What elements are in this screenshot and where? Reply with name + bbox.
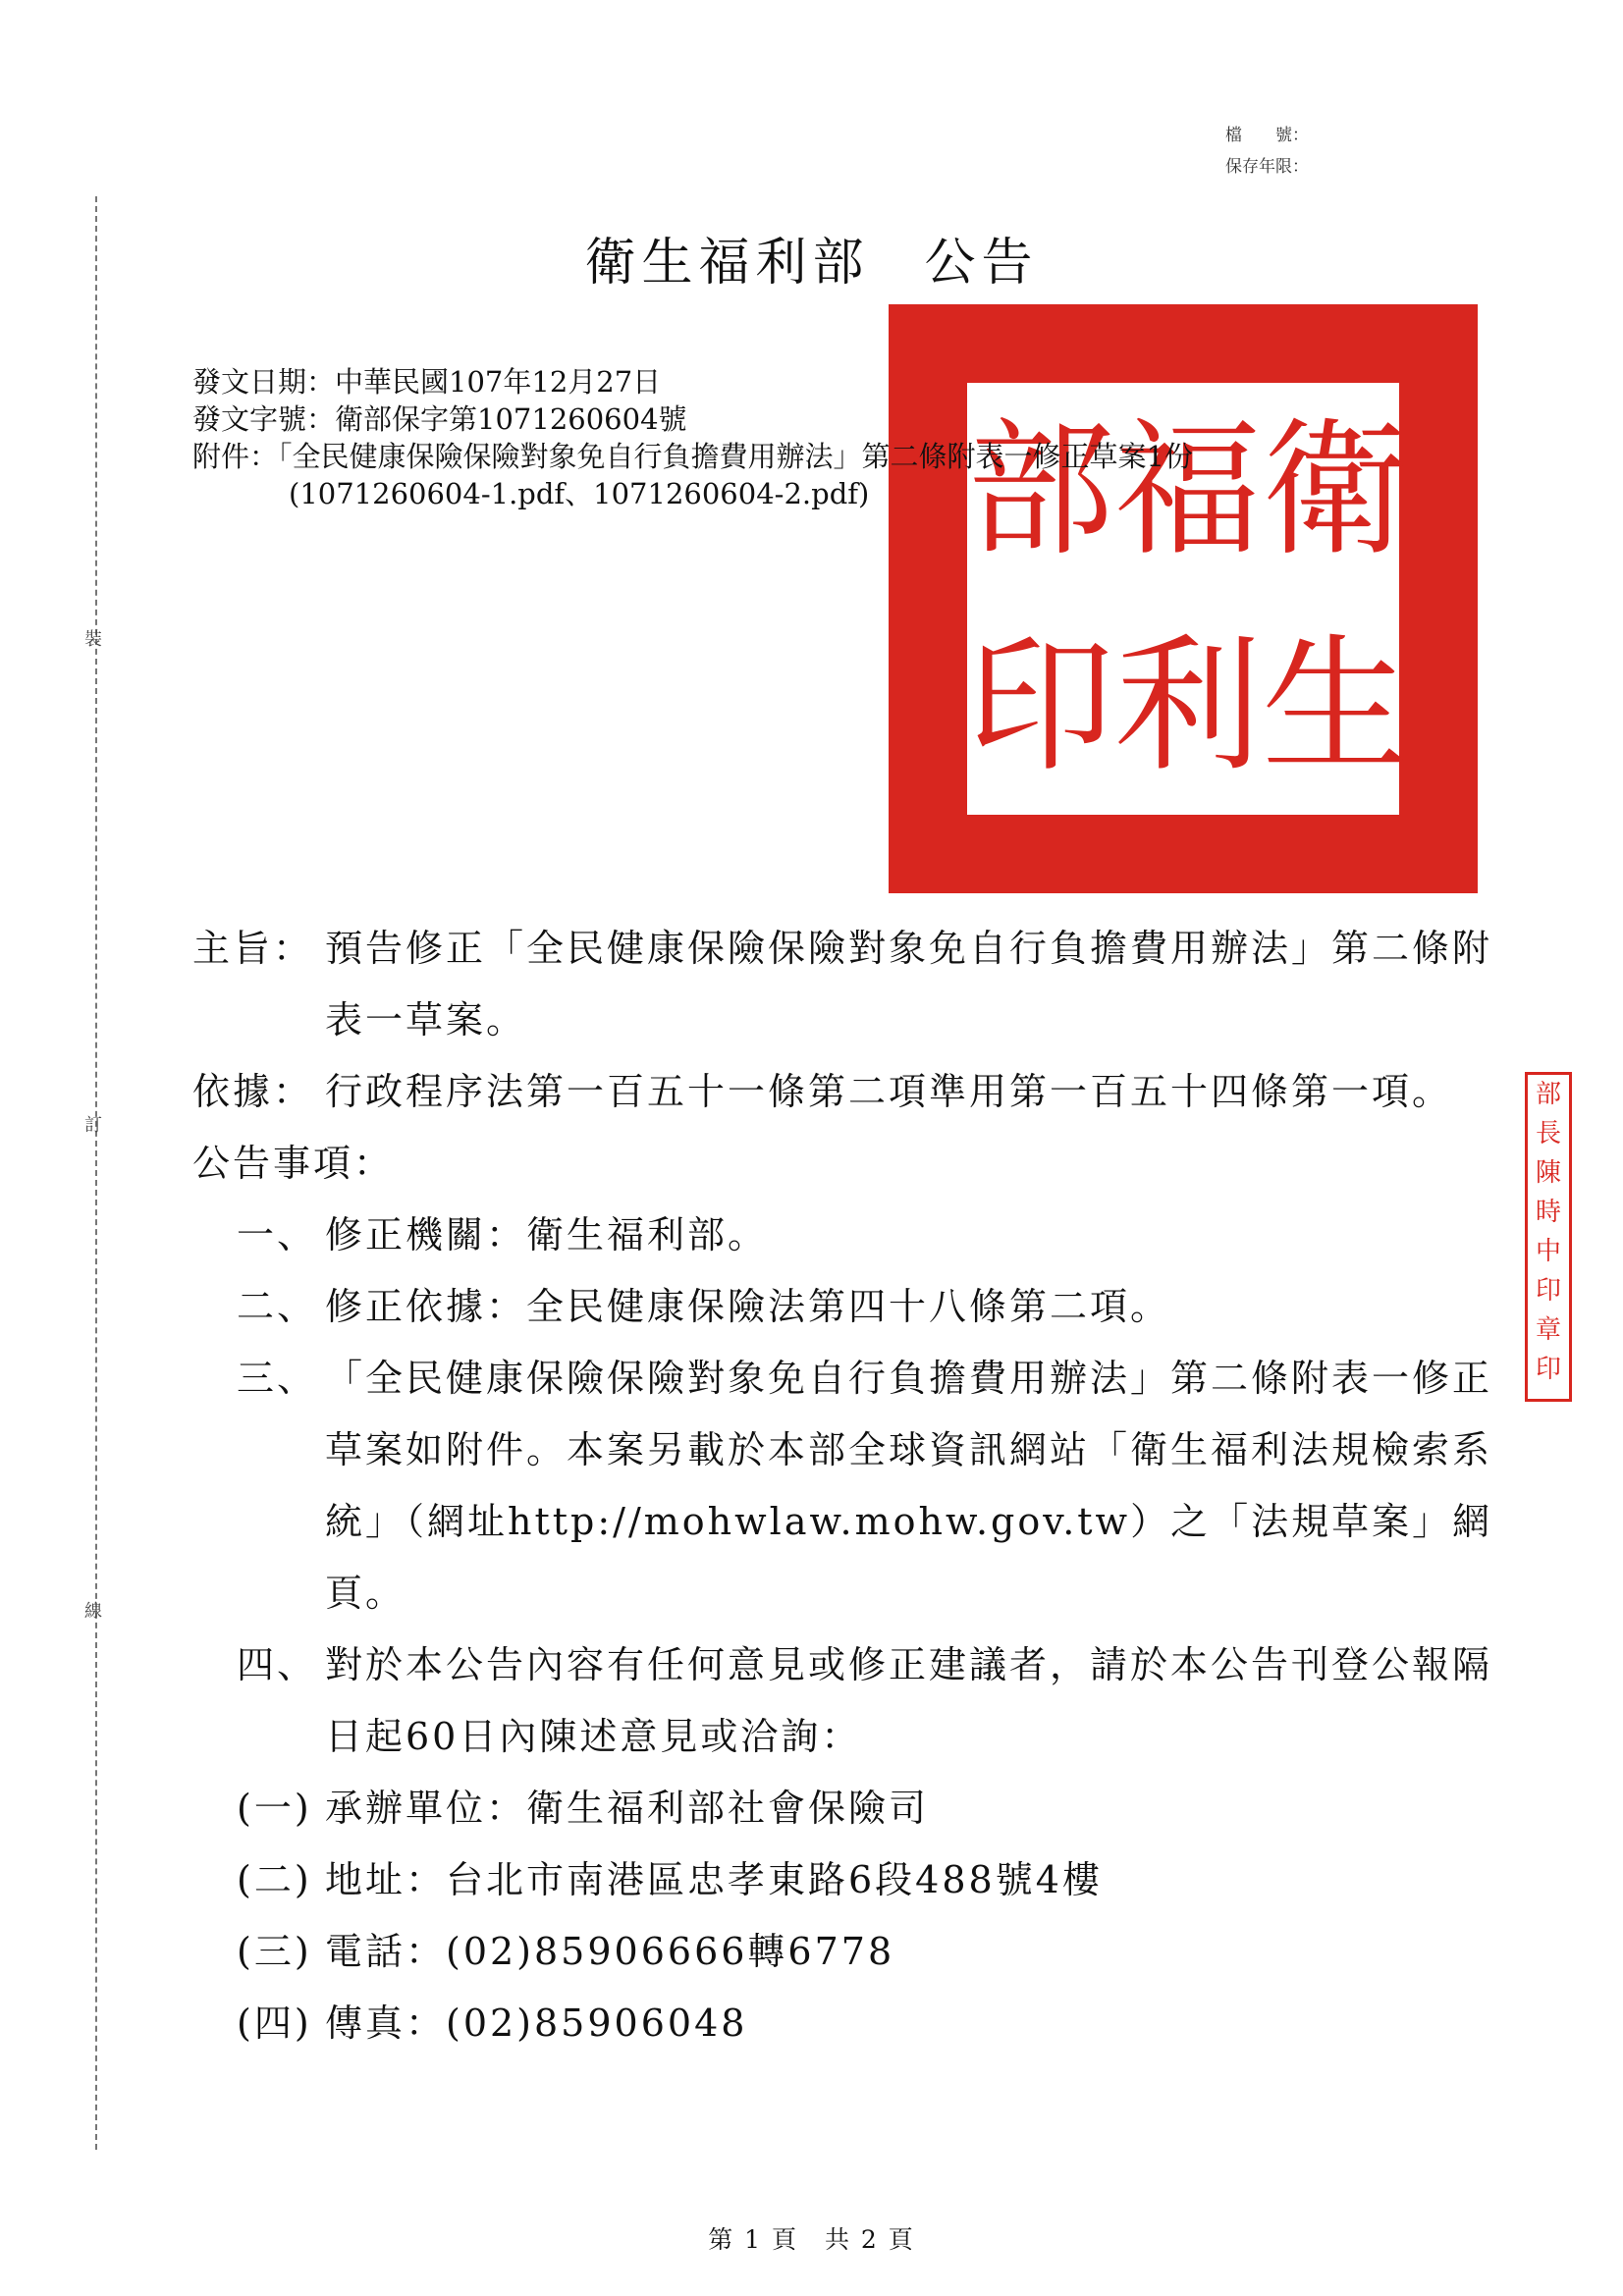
archive-info	[1225, 120, 1309, 183]
attachment	[192, 438, 1193, 475]
item-number: 四、	[237, 1643, 318, 1686]
seal-glyphs: 部 福 衛 印 利 生	[967, 405, 1410, 792]
item-text: 修正機關：衛生福利部。	[325, 1213, 769, 1256]
contact-item	[192, 1916, 1508, 1988]
issue-number-value: 衛部保字第1071260604號	[335, 402, 687, 436]
issue-date-label: 發文日期：	[192, 365, 336, 399]
document-body	[192, 913, 1508, 2059]
document-title	[0, 221, 1623, 294]
contact-item	[192, 1988, 1508, 2059]
contact-number: (一)	[237, 1787, 312, 1830]
side-seal: 部 長 陳 時 中 印 章 印	[1525, 1072, 1572, 1402]
item-number: 一、	[237, 1213, 318, 1256]
contact-item	[192, 1773, 1508, 1844]
announcement-item	[192, 1200, 1508, 1271]
issue-date	[192, 363, 1193, 400]
retention-label: 保存年限：	[1225, 157, 1309, 177]
binding-char-xian: 線	[84, 1601, 102, 1622]
binding-char-zhuang: 裝	[84, 629, 102, 650]
subject-paragraph	[192, 913, 1508, 1056]
subject-label: 主旨：	[192, 927, 314, 970]
item-text: 修正依據：全民健康保險法第四十八條第二項。	[325, 1285, 1171, 1328]
page-footer: 第 1 頁 共 2 頁	[708, 2225, 915, 2254]
item-text: 「全民健康保險保險對象免自行負擔費用辦法」第二條附表一修正草案如附件。本案另載於本部全球資訊網站「衛生福利法規檢索系統」（網址http://mohwlaw.mohw.gov.tw）之「法規草案」網頁。	[325, 1357, 1493, 1615]
file-number-label: 檔 號：	[1225, 126, 1309, 145]
title-org: 衛生福利部	[584, 234, 870, 293]
binding-char-ding: 訂	[84, 1115, 102, 1136]
contact-item	[192, 1844, 1508, 1916]
announcement-item	[192, 1629, 1508, 1773]
contact-number: (三)	[237, 1930, 312, 1973]
title-doc-type: 公告	[924, 234, 1039, 293]
issue-number-label: 發文字號：	[192, 402, 336, 436]
contact-text: 地址：台北市南港區忠孝東路6段488號4樓	[325, 1858, 1103, 1901]
attachment-label: 附件：	[192, 440, 279, 473]
contact-number: (四)	[237, 2002, 312, 2045]
announcement-item	[192, 1271, 1508, 1343]
item-number: 二、	[237, 1285, 318, 1328]
contact-text: 電話：(02)85906666轉6778	[325, 1930, 895, 1973]
binding-line	[95, 196, 97, 2150]
contact-text: 承辦單位：衛生福利部社會保險司	[325, 1787, 930, 1830]
subject-text: 預告修正「全民健康保險保險對象免自行負擔費用辦法」第二條附表一草案。	[325, 927, 1493, 1041]
announcement-item	[192, 1343, 1508, 1629]
announcements-label: 公告事項：	[192, 1142, 395, 1185]
basis-text: 行政程序法第一百五十一條第二項準用第一百五十四條第一項。	[325, 1070, 1453, 1113]
basis-paragraph	[192, 1056, 1508, 1128]
contact-number: (二)	[237, 1858, 312, 1901]
item-number: 三、	[237, 1357, 318, 1400]
attachment-value: 「全民健康保險保險對象免自行負擔費用辦法」第二條附表一修正草案1份	[278, 440, 1193, 473]
basis-label: 依據：	[192, 1070, 314, 1113]
attachment-files: (1071260604-1.pdf、1071260604-2.pdf)	[289, 477, 870, 510]
item-text: 對於本公告內容有任何意見或修正建議者，請於本公告刊登公報隔日起60日內陳述意見或洽詢：	[325, 1643, 1493, 1758]
contact-text: 傳真：(02)85906048	[325, 2002, 748, 2045]
document-meta	[192, 363, 1193, 512]
issue-number	[192, 400, 1193, 438]
issue-date-value: 中華民國107年12月27日	[335, 365, 662, 399]
